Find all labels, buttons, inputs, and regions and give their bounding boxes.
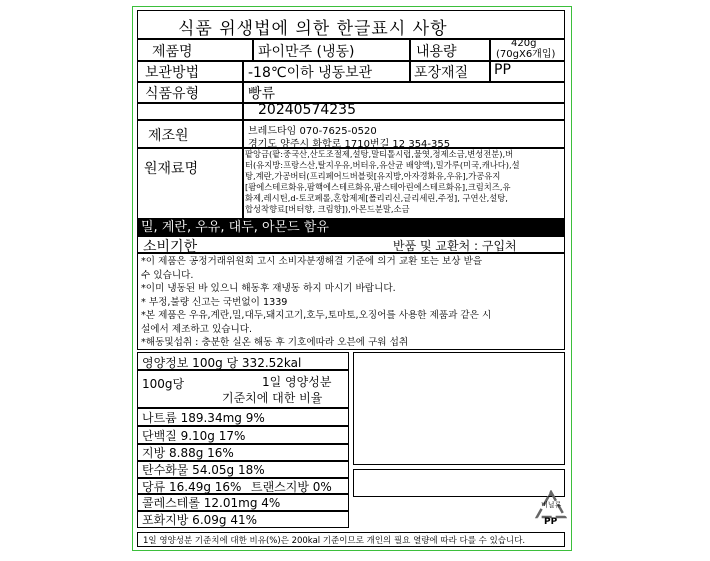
packaging-label: 포장재질: [414, 65, 469, 81]
food-type-label: 식품유형: [145, 86, 200, 102]
volume-label: 내용량: [416, 44, 457, 60]
notice-line: 수 있습니다.: [141, 269, 194, 281]
nutrition-row: 단백질 9.10g 17%: [142, 429, 246, 443]
notice-line: *본 제품은 우유,계란,밀,대두,돼지고기,호두,토마토,오징어를 사용한 제품과 같은 시: [141, 310, 492, 321]
packaging-value: PP: [494, 62, 511, 78]
storage-value: -18℃이하 냉동보관: [248, 65, 373, 81]
nutrition-row: 나트륨 189.34mg 9%: [142, 411, 265, 425]
nutrition-row: 당류 16.49g 16%: [142, 480, 242, 494]
nutrition-row: 포화지방 6.09g 41%: [142, 513, 258, 527]
food-type-value: 빵류: [248, 86, 276, 102]
notice-line: *이 제품은 공정거래위원회 고시 소비자분쟁해결 기준에 의거 교환 또는 보상 받을: [141, 256, 483, 267]
ingredients-line: 터(유지방:프랑스산,탈지우유,버터유,유산균 배양액),밀가루(미국,캐나다),설: [245, 160, 520, 170]
storage-label: 보관방법: [145, 65, 200, 81]
ingredients-line: 탕,계란,가공버터(프리페어드버블릿[유지방,아자경화유,우유],가공유지: [245, 171, 501, 181]
notices-text: [141, 255, 563, 350]
manufacturer-line2: 경기도 양주시 화합로 1710번길 12 354-355: [248, 139, 451, 150]
footnote-text: 1일 영양성분 기준치에 대한 비유(%)은 200kal 기준이므로 개인의 필요 열량에 따라 다를 수 있습니다.: [143, 536, 526, 546]
allergy-banner: 밀, 계란, 우유, 대두, 아몬드 함유: [137, 219, 565, 236]
product-name-label: 제품명: [152, 44, 193, 60]
manufacturer-line1: 브레드타임 070-7625-0520: [248, 126, 377, 137]
exchange-info: 반품 및 교환처 : 구입처: [393, 239, 517, 253]
recycle-mark: [534, 490, 568, 530]
nutrition-row: 콜레스테롤 12.01mg 4%: [142, 496, 281, 510]
recycle-bottom-text: PP: [544, 517, 558, 527]
notice-line: *이미 냉동된 바 있으니 해동후 재냉동 하지 마시기 바랍니다.: [141, 283, 396, 294]
nutrition-header: 영양정보 100g 당 332.52kal: [142, 356, 302, 370]
notice-line: * 부정,불량 신고는 국번없이 1339: [141, 296, 288, 308]
trans-fat-value: 트랜스지방 0%: [251, 480, 332, 494]
nutrition-ref-line1: 1일 영양성분: [262, 375, 332, 389]
volume-value-line2: (70gX6개입): [496, 49, 556, 60]
consumer-label: 소비기한: [143, 239, 198, 255]
nutrition-per: 100g당: [142, 377, 185, 391]
blank-box-large: [353, 352, 565, 465]
nutrition-row: 탄수화물 54.05g 18%: [142, 463, 265, 477]
ingredients-line: 팥앙금(팥:중국산,산도조절제,설탕,말티톨시럽,물엿,정제소금,변성전분),버: [245, 149, 514, 159]
notice-line: 설에서 제조하고 있습니다.: [141, 323, 253, 335]
ingredients-text: [245, 149, 565, 215]
food-type-value-box: [243, 82, 565, 103]
product-name-value: 파이만주 (냉동): [258, 44, 355, 60]
report-number-value: 20240574235: [258, 102, 356, 118]
nutrition-ref-line2: 기준치에 대한 비율: [222, 391, 323, 405]
nutrition-row: 지방 8.88g 16%: [142, 446, 234, 460]
ingredients-line: [팜에스테르화유,팜핵에스테르화유,팜스테아린에스테르화유],크림치즈,유: [245, 182, 511, 192]
page-title: 식품 위생법에 의한 한글표시 사항: [178, 19, 448, 39]
ingredients-line: 합성착향료[버터향, 크림향]),아몬드분말,소금: [245, 204, 410, 214]
ingredients-line: 화제,레시틴,d-토코페롤,혼합제제[폴리리신,글리세린,주정], 구연산,설탕,: [245, 193, 508, 203]
manufacturer-label: 제조원: [148, 128, 189, 144]
recycle-top-text: 비닐류: [541, 501, 562, 509]
notice-line: *해동및섭취 : 충분한 실온 해동 후 기호에따라 오븐에 구워 섭취: [141, 337, 409, 348]
volume-value-line1: 420g: [511, 38, 537, 49]
ingredients-label: 원재료명: [144, 161, 199, 177]
report-number-label-box: [137, 103, 243, 120]
